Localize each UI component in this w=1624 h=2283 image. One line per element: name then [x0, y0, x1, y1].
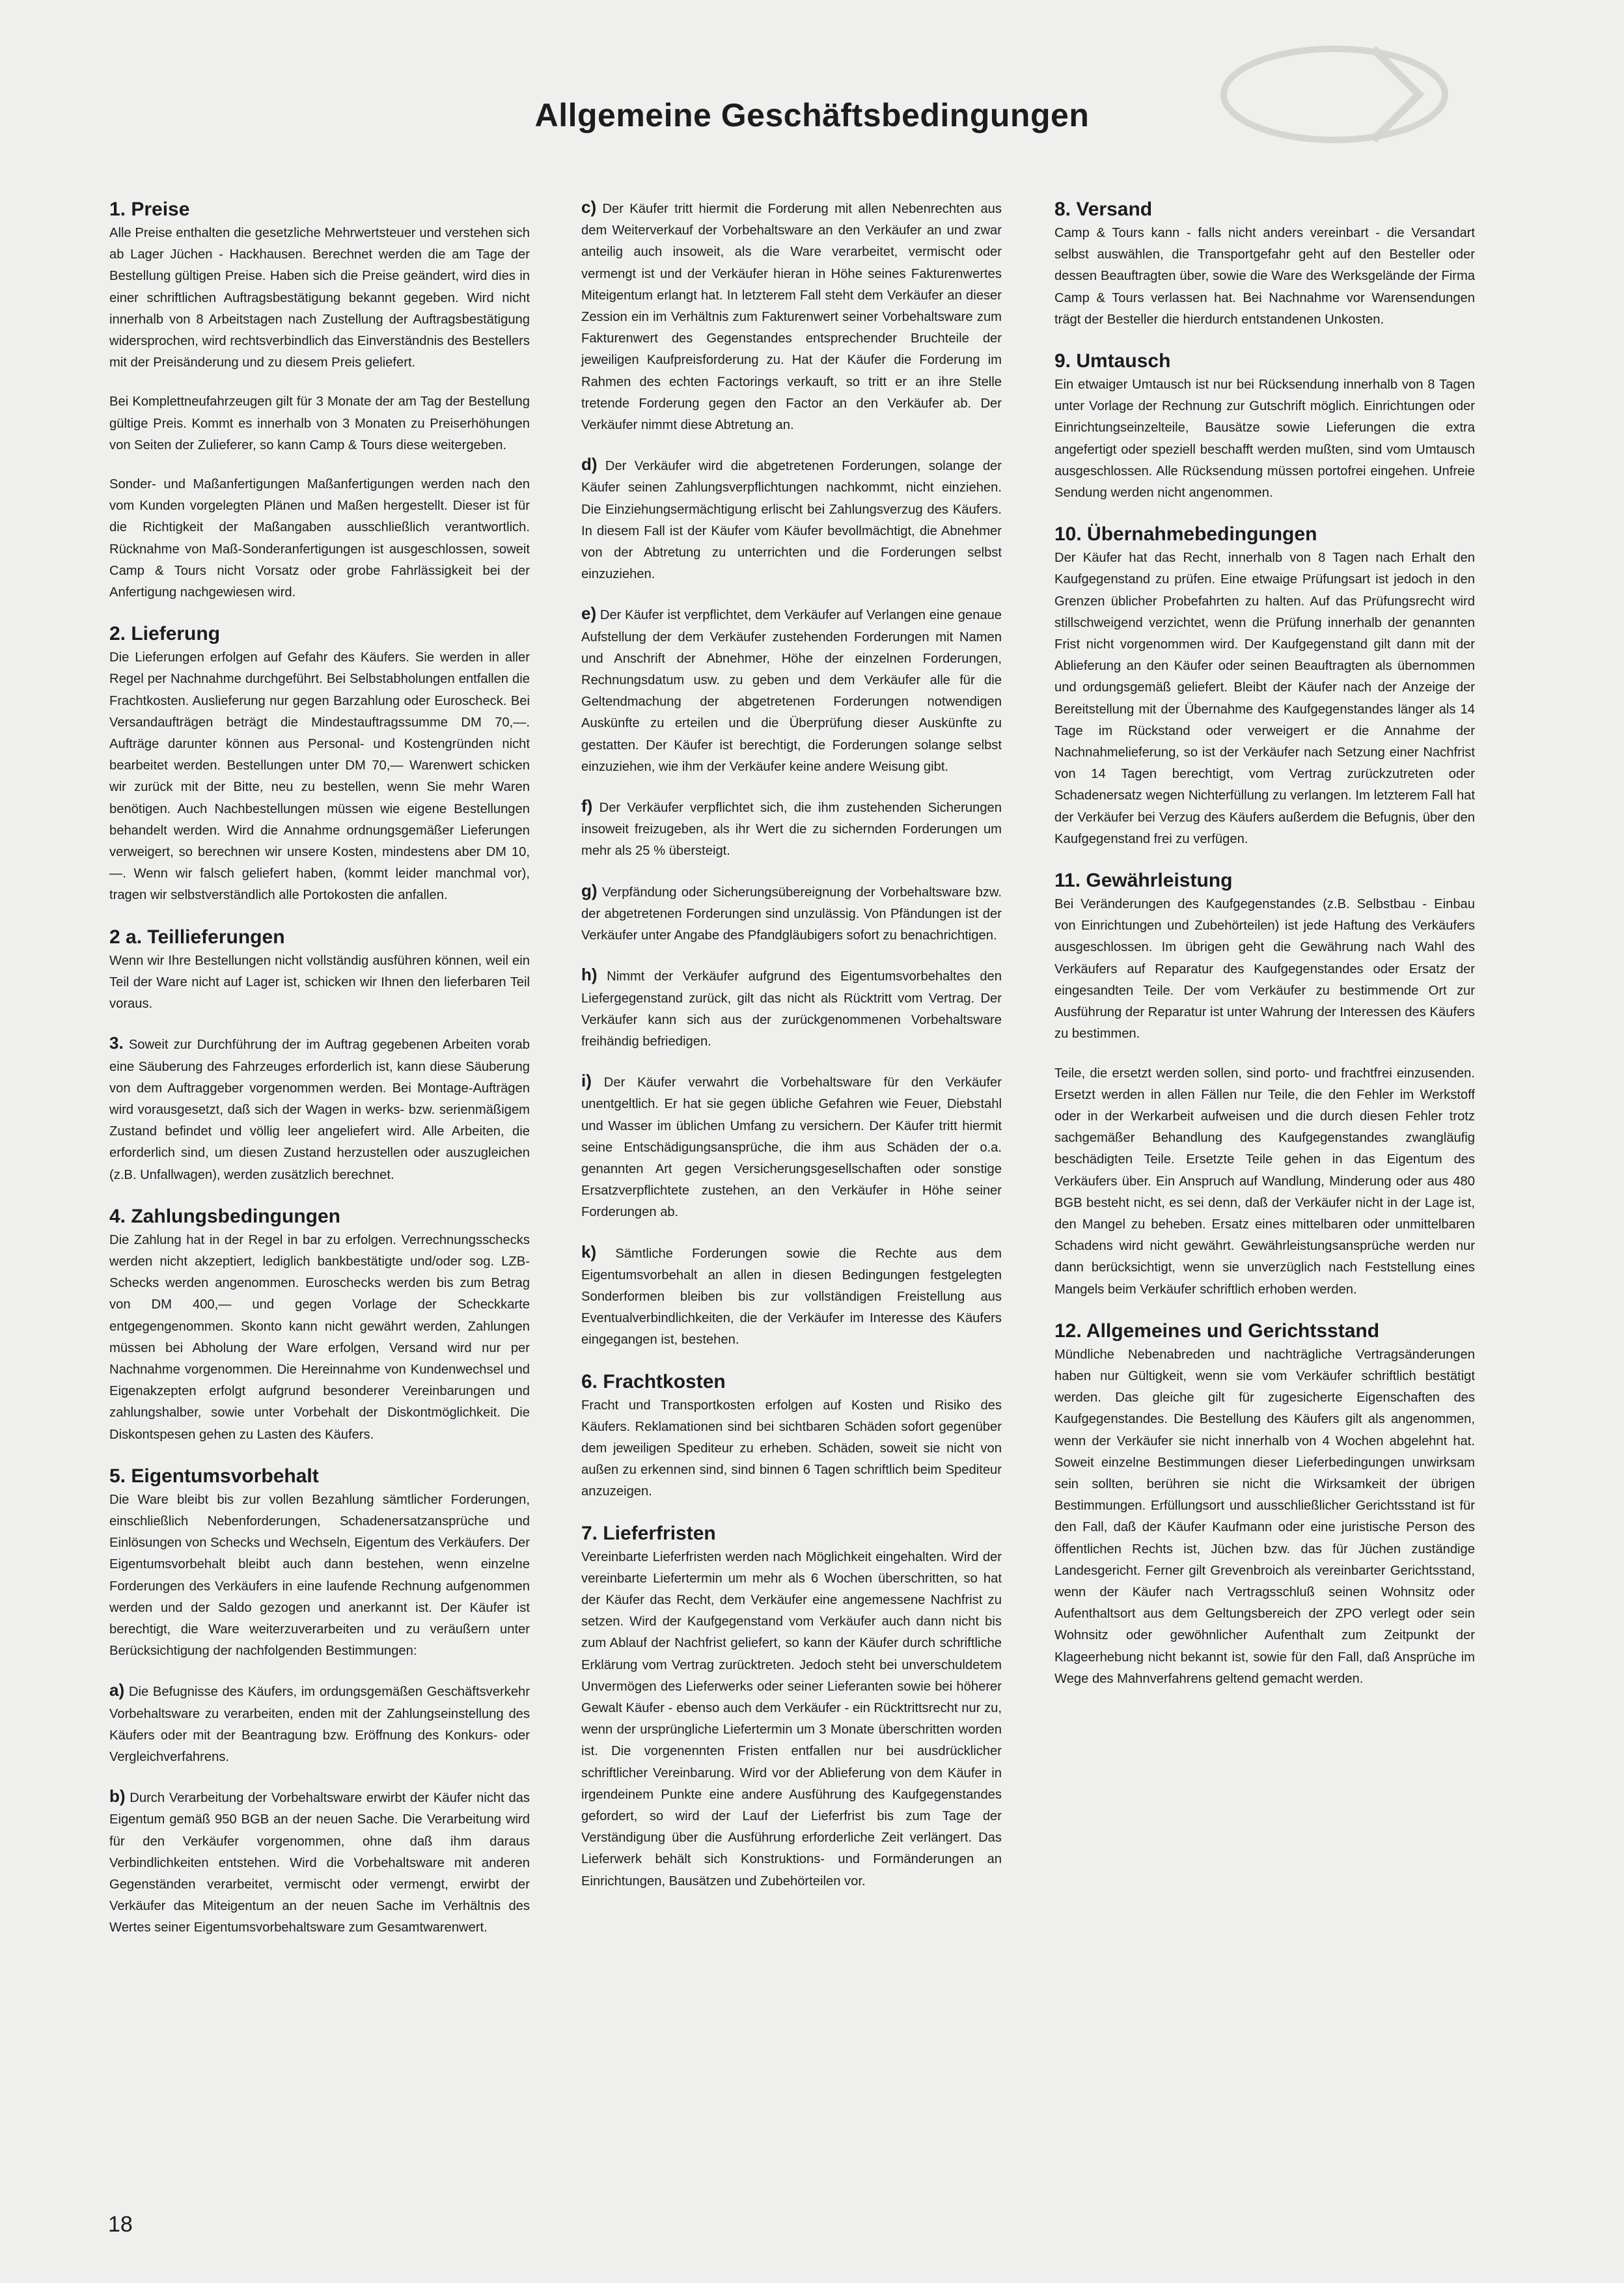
paragraph	[109, 474, 530, 603]
section-7-lieferfristen	[581, 1521, 1002, 1892]
section-4-zahlungsbedingungen	[109, 1204, 530, 1446]
paragraph	[1054, 1344, 1475, 1690]
section-11-gewährleistung	[1054, 868, 1475, 1301]
paragraph-text: Durch Verarbeitung der Vorbehaltsware erwirbt der Käufer nicht das Eigentum gemäß 950 BGB an der neuen Sache. Die Verarbeitung wird für den Verkäufer vorgenommen, ohne daß ihm daraus Verbindlichkeiten entstehen. Wird die Vorbehaltsware mit anderen Gegenständen verarbeitet, vermischt oder vermengt, erwirbt der Verkäufer das Miteigentum an der neuen Sache im Verhältnis des Wertes seiner Eigentumsvorbehaltsware zum Gesamtwarenwert.	[109, 1791, 530, 1935]
clause-marker: e)	[581, 603, 597, 624]
section-8-versand	[1054, 197, 1475, 331]
paragraph	[581, 454, 1002, 585]
show-through-logo	[1211, 36, 1471, 153]
clause-marker: 3.	[109, 1033, 124, 1053]
section-title: 11. Gewährleistung	[1054, 870, 1233, 892]
paragraph	[1054, 374, 1475, 504]
clause-marker: b)	[109, 1786, 126, 1806]
section-title: 10. Übernahmebedingungen	[1054, 523, 1317, 546]
column-right	[1054, 197, 1475, 1708]
paragraph-text: Der Käufer ist verpflichtet, dem Verkäufer auf Verlangen eine genaue Aufstellung der dem Verkäufer zustehenden Forderungen mit Namen und Anschrift der Abnehmer, Höhe der einzelnen Forderungen, Rechnungsdatum usw. zu geben und dem Verkäufer alle für die Geltendmachung der abgetretenen Forderungen notwendigen Auskünfte zu erteilen und die Überprüfung dieser Auskünfte zu gestatten. Der Käufer ist berechtigt, die Forderungen solange selbst einzuziehen, wie ihm der Verkäufer keine andere Weisung gibt.	[581, 608, 1002, 774]
paragraph-text: Teile, die ersetzt werden sollen, sind porto- und frachtfrei einzusenden. Ersetzt werden in allen Fällen nur Teile, die den Fehler im Werkstoff oder in der Werkarbeit aufweisen und die durch diesen Fehler trotz sachgemäßer Behandlung des Kaufgegenstandes zwangläufig beschädigten Teile. Ersetzte Teile gehen in das Eigentum des Verkäufers über. Ein Anspruch auf Wandlung, Minderung oder aus 480 BGB besteht nicht, es sei denn, daß der Verkäufer nicht in der Lage ist, den Mangel zu beheben. Ersatz eines mittelbaren oder unmittelbaren Schadens wird nicht gewährt. Gewährleistungsansprüche werden nur dann berücksichtigt, wenn sie unverzüglich nach Feststellung eines Mangels beim Verkäufer schriftlich erhoben werden.	[1054, 1066, 1475, 1297]
paragraph	[109, 950, 530, 1016]
paragraph-text: Ein etwaiger Umtausch ist nur bei Rücksendung innerhalb von 8 Tagen unter Vorlage der Rechnung zur Gutschrift möglich. Einrichtungen oder Einrichtungseinzelteile, Bausätze sowie Lieferungen die extra angefertigt oder speziell beschafft werden mußten, sind vom Umtausch ausgeschlossen. Alle Rücksendung müssen portofrei eingehen. Unfreie Sendung werden nicht angenommen.	[1054, 378, 1475, 501]
paragraph-text: Nimmt der Verkäufer aufgrund des Eigentumsvorbehaltes den Liefergegenstand zurück, gilt das nicht als Rücktritt vom Vertrag. Der Verkäufer kann sich aus der zurückgenommenen Vorbehaltsware freihändig befriedigen.	[581, 969, 1002, 1049]
paragraph	[581, 796, 1002, 863]
paragraph-text: Der Käufer tritt hiermit die Forderung mit allen Nebenrechten aus dem Weiterverkauf der Vorbehaltsware an den Verkäufer an und zwar anteilig auch insoweit, als die Ware verarbeitet, vermischt oder vermengt ist und der Verkäufer hieran in Höhe seines Fakturenwertes Miteigentum erlangt hat. In letzterem Fall steht dem Verkäufer an dieser Zession ein im Verhältnis zum Fakturenwert seiner Vorbehaltsware zum Fakturenwert des Gegenstandes entsprechender Bruchteile der jeweiligen Kaufpreisforderung zu. Hat der Käufer die Forderung im Rahmen des echten Factorings verkauft, so tritt er an ihre Stelle tretende Forderung gegen den Factor an den Verkäufer ab. Der Verkäufer nimmt diese Abtretung an.	[581, 202, 1002, 433]
paragraph-text: Der Verkäufer wird die abgetretenen Forderungen, solange der Käufer seinen Zahlungsverpflichtungen nachkommt, nicht einziehen. Die Einziehungsermächtigung erlischt bei Zahlungsverzug des Käufers. In diesem Fall ist der Käufer vom Käufer bevollmächtigt, die Abnehmer von der Abtretung zu unterrichten und die Forderungen selbst einzuziehen.	[581, 459, 1002, 582]
paragraph-text: Die Ware bleibt bis zur vollen Bezahlung sämtlicher Forderungen, einschließlich Nebenforderungen, Schadenersatzansprüche und Einlösungen von Schecks und Wechseln, Eigentum des Verkäufers. Der Eigentumsvorbehalt bleibt auch dann bestehen, wenn einzelne Forderungen des Verkäufers in eine laufende Rechnung aufgenommen werden und der Saldo gezogen und anerkannt ist. Der Käufer ist berechtigt, die Ware weiterzuverarbeiten und zu veräußern unter Berücksichtigung der nachfolgenden Bestimmungen:	[109, 1492, 530, 1659]
paragraph-text: Sämtliche Forderungen sowie die Rechte aus dem Eigentumsvorbehalt an allen in diesen Bedingungen festgelegten Sonderformen bleiben bis zur vollständigen Freistellung aus Eventualverbindlichkeiten, die der Verkäufer im Interesse des Käufers eingegangen ist, bestehen.	[581, 1246, 1002, 1348]
section-title: 5. Eigentumsvorbehalt	[109, 1465, 319, 1487]
paragraph-text: Die Lieferungen erfolgen auf Gefahr des Käufers. Sie werden in aller Regel per Nachnahme durchgeführt. Bei Selbstabholungen entfallen die Frachtkosten. Auslieferung nur gegen Barzahlung oder Euroscheck. Bei Versandaufträgen beträgt die Mindestauftragssumme DM 70,—. Aufträge darunter können aus Personal- und Kostengründen nicht bearbeitet werden. Bestellungen unter DM 70,— Warenwert schicken wir zurück mit der Bitte, neu zu bestellen, wenn Sie mehr Waren benötigen. Auch Nachbestellungen müssen wie eigene Bestellungen behandelt werden. Wird die Annahme ordnungsgemäßer Lieferungen verweigert, so berechnen wir unsere Kosten, mindestens aber DM 10,—. Wenn wir falsch geliefert haben, (kommt leider manchmal vor), tragen wir selbstverständlich alle Portokosten die anfallen.	[109, 650, 530, 903]
paragraph	[581, 197, 1002, 436]
clause-marker: i)	[581, 1071, 592, 1091]
section-title: 9. Umtausch	[1054, 350, 1171, 372]
page-title: Allgemeine Geschäftsbedingungen	[534, 97, 1090, 133]
paragraph-text: Alle Preise enthalten die gesetzliche Mehrwertsteuer und verstehen sich ab Lager Jüchen - Hackhausen. Berechnet werden die am Tage der Bestellung gültigen Preise. Haben sich die Preise geändert, wird dies in einer schriftlichen Auftragsbestätigung bekannt gegeben. Wird nicht innerhalb von 8 Arbeitstagen nach Zustellung der Auftragsbestätigung widersprochen, wird rechtsverbindlich das Einverständnis des Bestellers mit der Preisänderung und zu diesem Preis geliefert.	[109, 226, 530, 370]
clause-marker: k)	[581, 1241, 597, 1262]
paragraph	[109, 647, 530, 906]
paragraph-text: Camp & Tours kann - falls nicht anders vereinbart - die Versandart selbst auswählen, die Transportgefahr geht auf den Besteller oder dessen Beauftragten über, sowie die Ware des Werksgelände der Firma Camp & Tours verlassen hat. Bei Nachnahme vor Warensendungen trägt der Besteller die hierdurch entstandenen Unkosten.	[1054, 226, 1475, 327]
paragraph-text: Sonder- und Maßanfertigungen Maßanfertigungen werden nach den vom Kunden vorgelegten Plänen und Maßen hergestellt. Dieser ist für die Richtigkeit der Maßangaben ausschließlich verantwortlich. Rücknahme von Maß-Sonderanfertigungen ist ausgeschlossen, soweit Camp & Tours nicht Vorsatz oder grobe Fahrlässigkeit bei der Anfertigung nachgewiesen wird.	[109, 477, 530, 600]
paragraph-text: Der Käufer verwahrt die Vorbehaltsware für den Verkäufer unentgeltlich. Er hat sie gegen übliche Gefahren wie Feuer, Diebstahl und Wasser im üblichen Umfang zu versichern. Der Käufer tritt hiermit seine Entschädigungsansprüche, die ihm aus Schäden der o.a. genannten Art gegen Versicherungsgesellschaften oder sonstige Ersatzverpflichtete zustehen, an den Verkäufer in Höhe seiner Forderungen ab.	[581, 1075, 1002, 1220]
section-10-übernahmebedingungen	[1054, 521, 1475, 850]
paragraph	[581, 964, 1002, 1053]
paragraph	[109, 223, 530, 374]
paragraph	[581, 1070, 1002, 1223]
paragraph	[581, 1241, 1002, 1351]
section-continued	[581, 197, 1002, 1351]
section-title: 8. Versand	[1054, 199, 1153, 220]
paragraph-text: Verpfändung oder Sicherungsübereignung der Vorbehaltsware bzw. der abgetretenen Forderungen sind unzulässig. Von Pfändungen ist der Verkäufer unter Angabe des Pfandgläubigers sofort zu benachrichtigen.	[581, 885, 1002, 943]
section-9-umtausch	[1054, 348, 1475, 504]
section-2-a-teillieferungen	[109, 924, 530, 1016]
section-12-allgemeines-und-gerichtsstand	[1054, 1318, 1475, 1690]
section-title: 2. Lieferung	[109, 623, 221, 645]
paragraph-text: Bei Komplettneufahrzeugen gilt für 3 Monate der am Tag der Bestellung gültige Preis. Kommt es innerhalb von 3 Monaten zu Preiserhöhungen von Seiten der Zulieferer, so kann Camp & Tours diese weitergeben.	[109, 394, 530, 452]
section-6-frachtkosten	[581, 1369, 1002, 1503]
paragraph-text: Der Verkäufer verpflichtet sich, die ihm zustehenden Sicherungen insoweit freizugeben, als ihr Wert die zu sichernden Forderungen um mehr als 25 % übersteigt.	[581, 801, 1002, 859]
paragraph-text: Bei Veränderungen des Kaufgegenstandes (z.B. Selbstbau - Einbau von Einrichtungen und Zubehörteilen) ist jede Haftung des Verkäufers ausgeschlossen. Im übrigen geht die Gewährung nach Wahl des Verkäufers auf Reparatur des Kaufgegenstandes oder Ersatz der eingesandten Teile. Der vom Verkäufer zu bestimmende Ort zur Ausführung der Reparatur ist unter Wahrung der Interessen des Käufers zu bestimmen.	[1054, 897, 1475, 1042]
paragraph-text: Fracht und Transportkosten erfolgen auf Kosten und Risiko des Käufers. Reklamationen sind bei sichtbaren Schäden sofort gegenüber dem jeweiligen Spediteur zu erheben. Schäden, soweit sie nicht von außen zu erkennen sind, sind binnen 6 Tagen schriftlich beim Spediteur anzuzeigen.	[581, 1398, 1002, 1499]
paragraph	[109, 1230, 530, 1446]
paragraph	[109, 1489, 530, 1663]
section-title: 12. Allgemeines und Gerichtsstand	[1054, 1320, 1380, 1342]
paragraph	[109, 1680, 530, 1768]
clause-marker: d)	[581, 454, 598, 475]
section-title: 4. Zahlungsbedingungen	[109, 1205, 340, 1227]
section-continued	[109, 1032, 530, 1185]
page-number: 18	[108, 2212, 133, 2237]
paragraph	[109, 1032, 530, 1185]
paragraph	[1054, 547, 1475, 850]
paragraph-text: Mündliche Nebenabreden und nachträgliche Vertragsänderungen haben nur Gültigkeit, wenn sie vom Verkäufer schriftlich bestätigt werden. Das gleiche gilt für zugesicherte Eigenschaften des Kaufgegenstandes. Die Bestellung des Käufers gilt als angenommen, wenn der Verkäufer sie nicht innerhalb von 4 Wochen abgelehnt hat. Soweit einzelne Bestimmungen dieser Lieferbedingungen unwirksam sein sollten, berühren sie nicht die Wirksamkeit der übrigen Bestimmungen. Erfüllungsort und ausschließlicher Gerichtsstand ist für den Fall, daß der Käufer Kaufmann oder eine juristische Person des öffentlichen Rechts ist, Jüchen bzw. das für Jüchen zuständige Landesgericht. Ferner gilt Grevenbroich als vereinbarter Gerichtsstand, wenn der Käufer nach Vertragsschluß seinen Wohnsitz oder Aufenthaltsort aus dem Geltungsbereich der ZPO verlegt oder sein Wohnsitz oder gewöhnlicher Aufenthalt zum Zeitpunkt der Klageerhebung nicht bekannt ist, sowie für den Fall, daß Ansprüche im Wege des Mahnverfahrens geltend gemacht werden.	[1054, 1347, 1475, 1686]
section-title: 7. Lieferfristen	[581, 1522, 716, 1544]
paragraph	[1054, 894, 1475, 1045]
section-title: 2 a. Teillieferungen	[109, 926, 285, 948]
paragraph-text: Soweit zur Durchführung der im Auftrag gegebenen Arbeiten vorab eine Säuberung des Fahrzeuges erforderlich ist, kann diese Säuberung von dem Auftraggeber vorgenommen werden. Bei Montage-Aufträgen wird vorausgesetzt, daß sich der Wagen in werks- bzw. serienmäßigem Zustand befindet und völlig leer angeliefert wird. Alle Arbeiten, die erforderlich sind, um diesen Zustand herzustellen oder auszugleichen (z.B. Unfallwagen), werden zusätzlich berechnet.	[109, 1038, 530, 1182]
paragraph	[581, 603, 1002, 778]
clause-marker: h)	[581, 965, 598, 985]
section-title: 1. Preise	[109, 199, 190, 220]
clause-marker: a)	[109, 1680, 125, 1700]
clause-marker: f)	[581, 796, 593, 816]
paragraph	[109, 1786, 530, 1939]
section-1-preise	[109, 197, 530, 603]
paragraph-text: Der Käufer hat das Recht, innerhalb von 8 Tagen nach Erhalt den Kaufgegenstand zu prüfen. Eine etwaige Prüfungsart ist jedoch in den Grenzen üblicher Probefahrten zu halten. Auf das Prüfungsrecht wird stillschweigend verzichtet, wenn die Prüfung innerhalb der genannten Frist nicht vorgenommen wird. Der Kaufgegenstand gilt dann mit der Ablieferung an den Käufer oder seinen Beauftragten als übernommen und ordungsgemäß geliefert. Bleibt der Käufer nach der Anzeige der Bereitstellung mit der Übernahme des Kaufgegenstandes länger als 14 Tage im Rückstand oder verweigert er die Annahme der Nachnahmelieferung, so ist der Verkäufer nach Setzung einer Nachfrist von 14 Tagen berechtigt, vom Vertrag zurückzutreten oder Schadenersatz wegen Nichterfüllung zu verlangen. Im letzterem Fall hat der Verkäufer bei Verzug des Käufers außerdem die Befugnis, über den Kaufgegenstand frei zu verfügen.	[1054, 551, 1475, 846]
paragraph	[581, 1547, 1002, 1892]
paragraph-text: Vereinbarte Lieferfristen werden nach Möglichkeit eingehalten. Wird der vereinbarte Liefertermin um mehr als 6 Wochen überschritten, so hat der Käufer das Recht, dem Verkäufer eine angemessene Nachfrist zu setzen. Wird der Kaufgegenstand vom Verkäufer auch dann nicht bis zum Ablauf der Nachfrist geliefert, so kann der Käufer durch schriftliche Erklärung vom Vertrag zurücktreten. Jedoch steht bei unverschuldetem Unvermögen des Lieferwerks oder seiner Lieferanten sowie bei höherer Gewalt Käufer - ebenso auch dem Verkäufer - ein Rücktrittsrecht nur zu, wenn der ursprüngliche Liefertermin um 3 Monate überschritten worden ist. Die vorgenennten Fristen entfallen nur bei ausdrücklicher schriftlicher Vereinbarung. Wird vor der Ablieferung von dem Käufer in irgendeinem Punkte eine andere Ausführung des Kaufgegenstandes gefordert, so wird der Lauf der Lieferfrist bis zum Tage der Verständigung über die Ausführung erforderliche Zeit verlängert. Das Lieferwerk behält sich Konstruktions- und Formänderungen an Einrichtungen, Bausätzen und Zubehörteilen vor.	[581, 1549, 1002, 1889]
paragraph-text: Wenn wir Ihre Bestellungen nicht vollständig ausführen können, weil ein Teil der Ware nicht auf Lager ist, schicken wir Ihnen den lieferbaren Teil voraus.	[109, 953, 530, 1012]
section-5-eigentumsvorbehalt	[109, 1463, 530, 1939]
paragraph	[1054, 1063, 1475, 1301]
clause-marker: g)	[581, 880, 598, 900]
paragraph	[109, 391, 530, 456]
paragraph-text: Die Befugnisse des Käufers, im ordungsgemäßen Geschäftsverkehr Vorbehaltsware zu verarbeiten, enden mit der Zahlungseinstellung des Käufers oder mit der Beantragung bzw. Eröffnung des Konkurs- oder Vergleichverfahrens.	[109, 1685, 530, 1764]
paragraph	[581, 880, 1002, 947]
section-title: 6. Frachtkosten	[581, 1370, 726, 1392]
clause-marker: c)	[581, 197, 597, 217]
section-2-lieferung	[109, 621, 530, 906]
column-left	[109, 197, 530, 1957]
paragraph-text: Die Zahlung hat in der Regel in bar zu erfolgen. Verrechnungsschecks werden nicht akzeptiert, lediglich bankbestätigte und/oder sog. LZB-Schecks werden angenommen. Euroschecks werden bis zum Betrag von DM 400,— und gegen Vorlage der Scheckkarte entgegengenommen. Skonto kann nicht gewährt werden, Zahlungen müssen bei Abholung der Ware erfolgen, Versand wird nur per Nachnahme vorgenommen. Die Hereinnahme von Kundenwechsel und Eigenakzepten erfolgt aufgrund besonderer Vereinbarungen und zahlungshalber, sowie unter Vorbehalt der Diskontmöglichkeit. Die Diskontspesen gehen zu Lasten des Käufers.	[109, 1232, 530, 1442]
paragraph	[1054, 223, 1475, 331]
paragraph	[581, 1395, 1002, 1503]
column-middle	[581, 197, 1002, 1910]
